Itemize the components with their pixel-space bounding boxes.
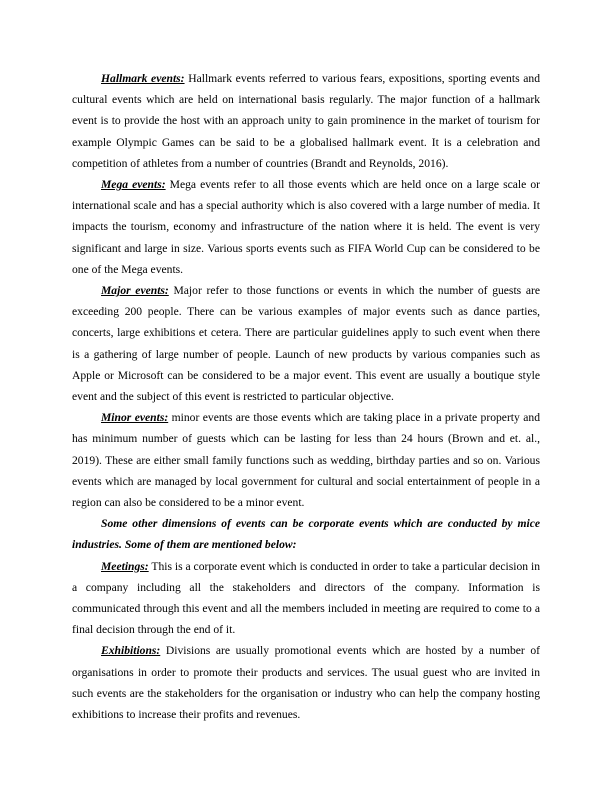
paragraph-exhibitions [72,640,540,725]
term-major-events: Major events: [101,284,169,298]
term-meetings: Meetings: [101,559,149,573]
term-mega-events: Mega events: [101,178,166,192]
term-minor-events: Minor events: [101,411,169,425]
paragraph-text: Mega events refer to all those events which are held once on a large scale or international scale and has a special authority which is also covered with a large number of media. It impacts the tourism, economy and infrastructure of the nation where it is held. The event is very significant and large in size. Various sports events such as FIFA World Cup can be considered to be one of the Mega events. [72,178,540,276]
paragraph-hallmark-events [72,68,540,174]
paragraph-mega-events [72,174,540,280]
paragraph-meetings [72,556,540,641]
paragraph-text: Major refer to those functions or events in which the number of guests are exceeding 200 people. There can be various examples of major events such as dance parties, concerts, large exhibitions et cetera. There are particular guidelines apply to such event when there is a gathering of large number of people. Launch of new products by various companies such as Apple or Microsoft can be considered to be a major event. This event are usually a boutique style event and the subject of this event is restricted to particular objective. [72,284,540,404]
section-heading-corporate-events: Some other dimensions of events can be corporate events which are conducted by mice industries. Some of them are mentioned below: [72,517,540,552]
paragraph-minor-events [72,407,540,513]
paragraph-major-events [72,280,540,407]
term-exhibitions: Exhibitions: [101,644,161,658]
paragraph-text: Hallmark events referred to various fears, expositions, sporting events and cultural events which are held on international basis regularly. The major function of a hallmark event is to provide the host with an approach unity to gain prominence in the market of tourism for example Olympic Games can be said to be a globalised hallmark event. It is a celebration and competition of athletes from a number of countries (Brandt and Reynolds, 2016). [72,72,540,170]
paragraph-text: minor events are those events which are taking place in a private property and has minimum number of guests which can be lasting for less than 24 hours (Brown and et. al., 2019). These are either small family functions such as wedding, birthday parties and so on. Various events which are managed by local government for cultural and social entertainment of people in a region can also be considered to be a minor event. [72,411,540,510]
term-hallmark-events: Hallmark events: [101,72,185,85]
paragraph-text: This is a corporate event which is conducted in order to take a particular decision in a company including all the stakeholders and directors of the company. Information is communicated through this event and all the members included in meeting are required to come to a final decision through the end of it. [72,559,540,637]
paragraph-text: Divisions are usually promotional events which are hosted by a number of organisations in order to promote their products and services. The usual guest who are invited in such events are the stakeholders for the organisation or industry who can help the company hosting exhibitions to increase their profits and revenues. [72,644,540,722]
document-page [72,68,540,725]
